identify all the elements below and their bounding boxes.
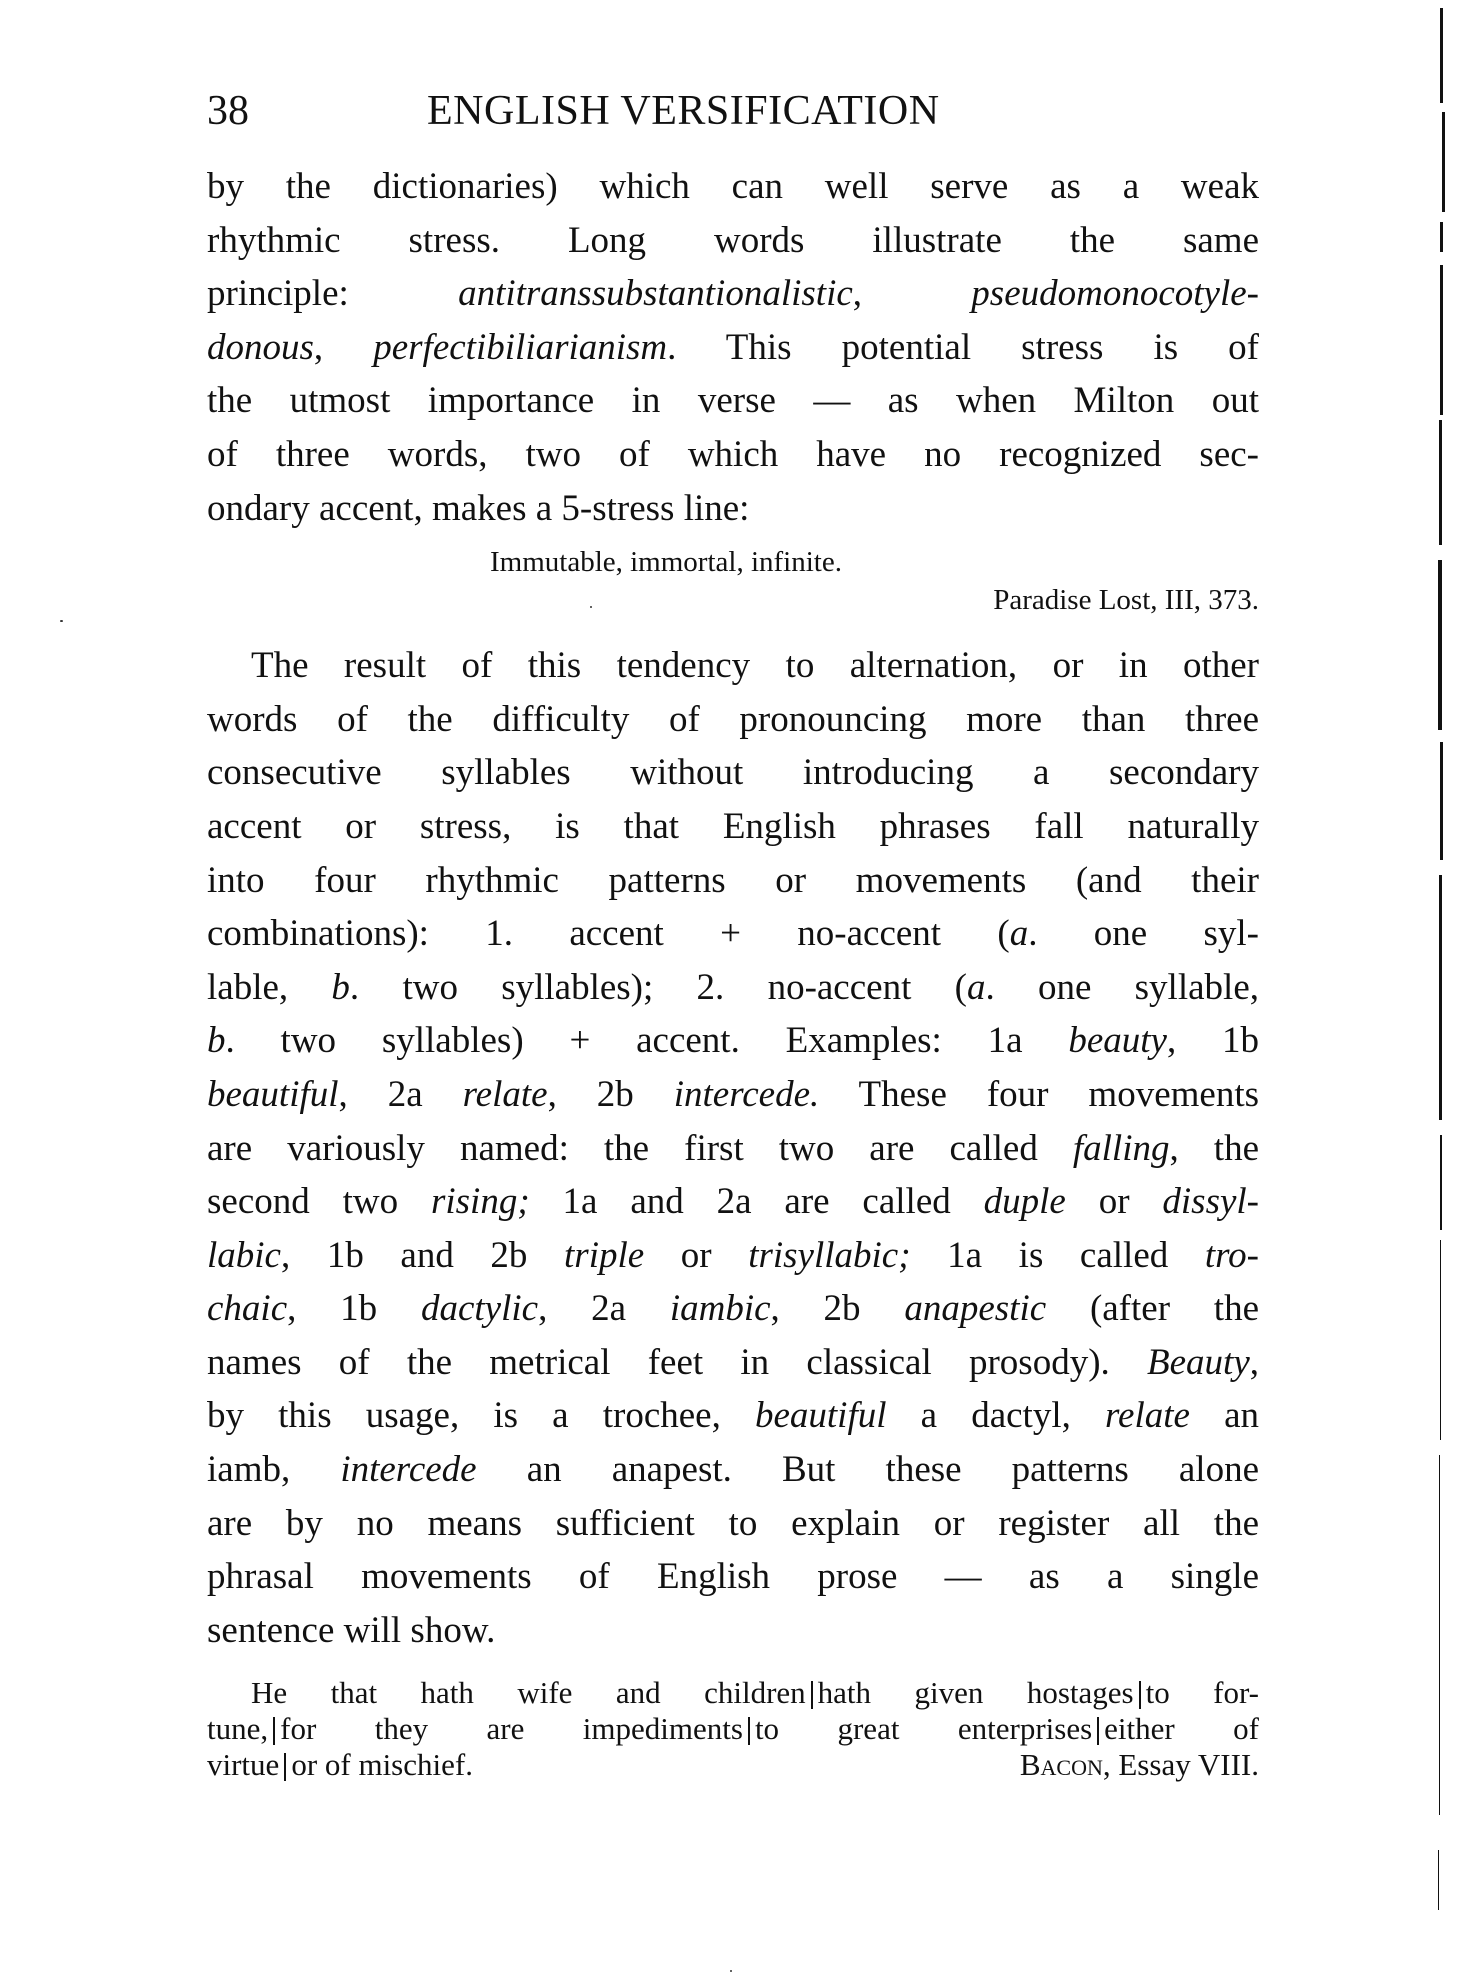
text-line: donous, perfectibiliarianism. This potential stress is of: [207, 326, 1260, 368]
phrase-divider: [811, 1681, 813, 1709]
text-line: names of the metrical feet in classical prosody). Beauty,: [207, 1341, 1259, 1383]
page-number: 38: [207, 88, 249, 134]
scan-speck: [590, 606, 592, 608]
text-line: rhythmic stress. Long words illustrate the same: [207, 219, 1259, 261]
text-line: iamb, intercede an anapest. But these patterns alone: [207, 1449, 1259, 1491]
quote-line-3: [207, 1747, 1259, 1783]
text-line: second two rising; 1a and 2a are called duple or dissyl-: [207, 1181, 1260, 1223]
phrase-divider: [284, 1753, 286, 1781]
text-line: consecutive syllables without introducing a secondary: [207, 752, 1259, 794]
text-line: sentence will show.: [207, 1609, 496, 1651]
phrase-divider: [748, 1717, 750, 1745]
text-line: ondary accent, makes a 5-stress line:: [207, 487, 750, 529]
text-line: by the dictionaries) which can well serve as a weak: [207, 166, 1259, 207]
text-line: phrasal movements of English prose — as a single: [207, 1556, 1259, 1598]
text-line: lable, b. two syllables); 2. no-accent (a. one syllable,: [207, 966, 1259, 1008]
text-line: combinations): 1. accent + no-accent (a. one syl-: [207, 913, 1259, 955]
text-line: the utmost importance in verse — as when Milton out: [207, 380, 1259, 422]
text-line: labic, 1b and 2b triple or trisyllabic; 1a is called tro-: [207, 1234, 1259, 1276]
body-text: [207, 160, 1259, 1783]
phrase-divider: [273, 1717, 275, 1745]
paragraph-2: [207, 639, 1259, 1657]
text-line: are variously named: the first two are called falling, the: [207, 1127, 1259, 1169]
verse-line: Immutable, immortal, infinite.: [490, 546, 842, 579]
text-line: into four rhythmic patterns or movements (and their: [207, 859, 1259, 901]
text-line: principle: antitranssubstantionalistic, pseudomonocotyle-: [207, 273, 1259, 315]
running-head: [207, 86, 1259, 136]
text-line: accent or stress, is that English phrases fall naturally: [207, 805, 1259, 847]
quote-line-1: He that hath wife and children hath given hostages to for-: [251, 1675, 1259, 1711]
text-line: chaic, 1b dactylic, 2a iambic, 2b anapestic (after the: [207, 1288, 1260, 1330]
running-title: ENGLISH VERSIFICATION: [427, 88, 940, 134]
quote-line-2: tune, for they are impediments to great enterprises either of: [207, 1711, 1259, 1747]
scan-speck: [60, 620, 63, 622]
prose-quotation: [207, 1675, 1259, 1783]
text-line: b. two syllables) + accent. Examples: 1a beauty, 1b: [207, 1020, 1259, 1062]
text-line: of three words, two of which have no recognized sec-: [207, 433, 1259, 475]
phrase-divider: [1139, 1681, 1141, 1709]
paragraph-1: [207, 160, 1259, 535]
quote-line-3-text: virtue or of mischief.: [207, 1747, 473, 1783]
verse-citation: Paradise Lost, III, 373.: [993, 584, 1259, 617]
phrase-divider: [1097, 1717, 1099, 1745]
page-binding-edge: [1440, 0, 1444, 1971]
text-line: The result of this tendency to alternation, or in other: [251, 645, 1259, 687]
citation-work: , Essay VIII.: [1102, 1747, 1259, 1783]
quote-citation: [1020, 1747, 1259, 1783]
text-line: are by no means sufficient to explain or register all the: [207, 1502, 1259, 1544]
text-line: beautiful, 2a relate, 2b intercede. These four movements: [207, 1073, 1259, 1115]
citation-author: Bacon: [1019, 1747, 1103, 1783]
text-line: words of the difficulty of pronouncing more than three: [207, 698, 1259, 740]
verse-quotation: [207, 543, 1259, 619]
text-line: by this usage, is a trochee, beautiful a dactyl, relate an: [207, 1395, 1259, 1437]
